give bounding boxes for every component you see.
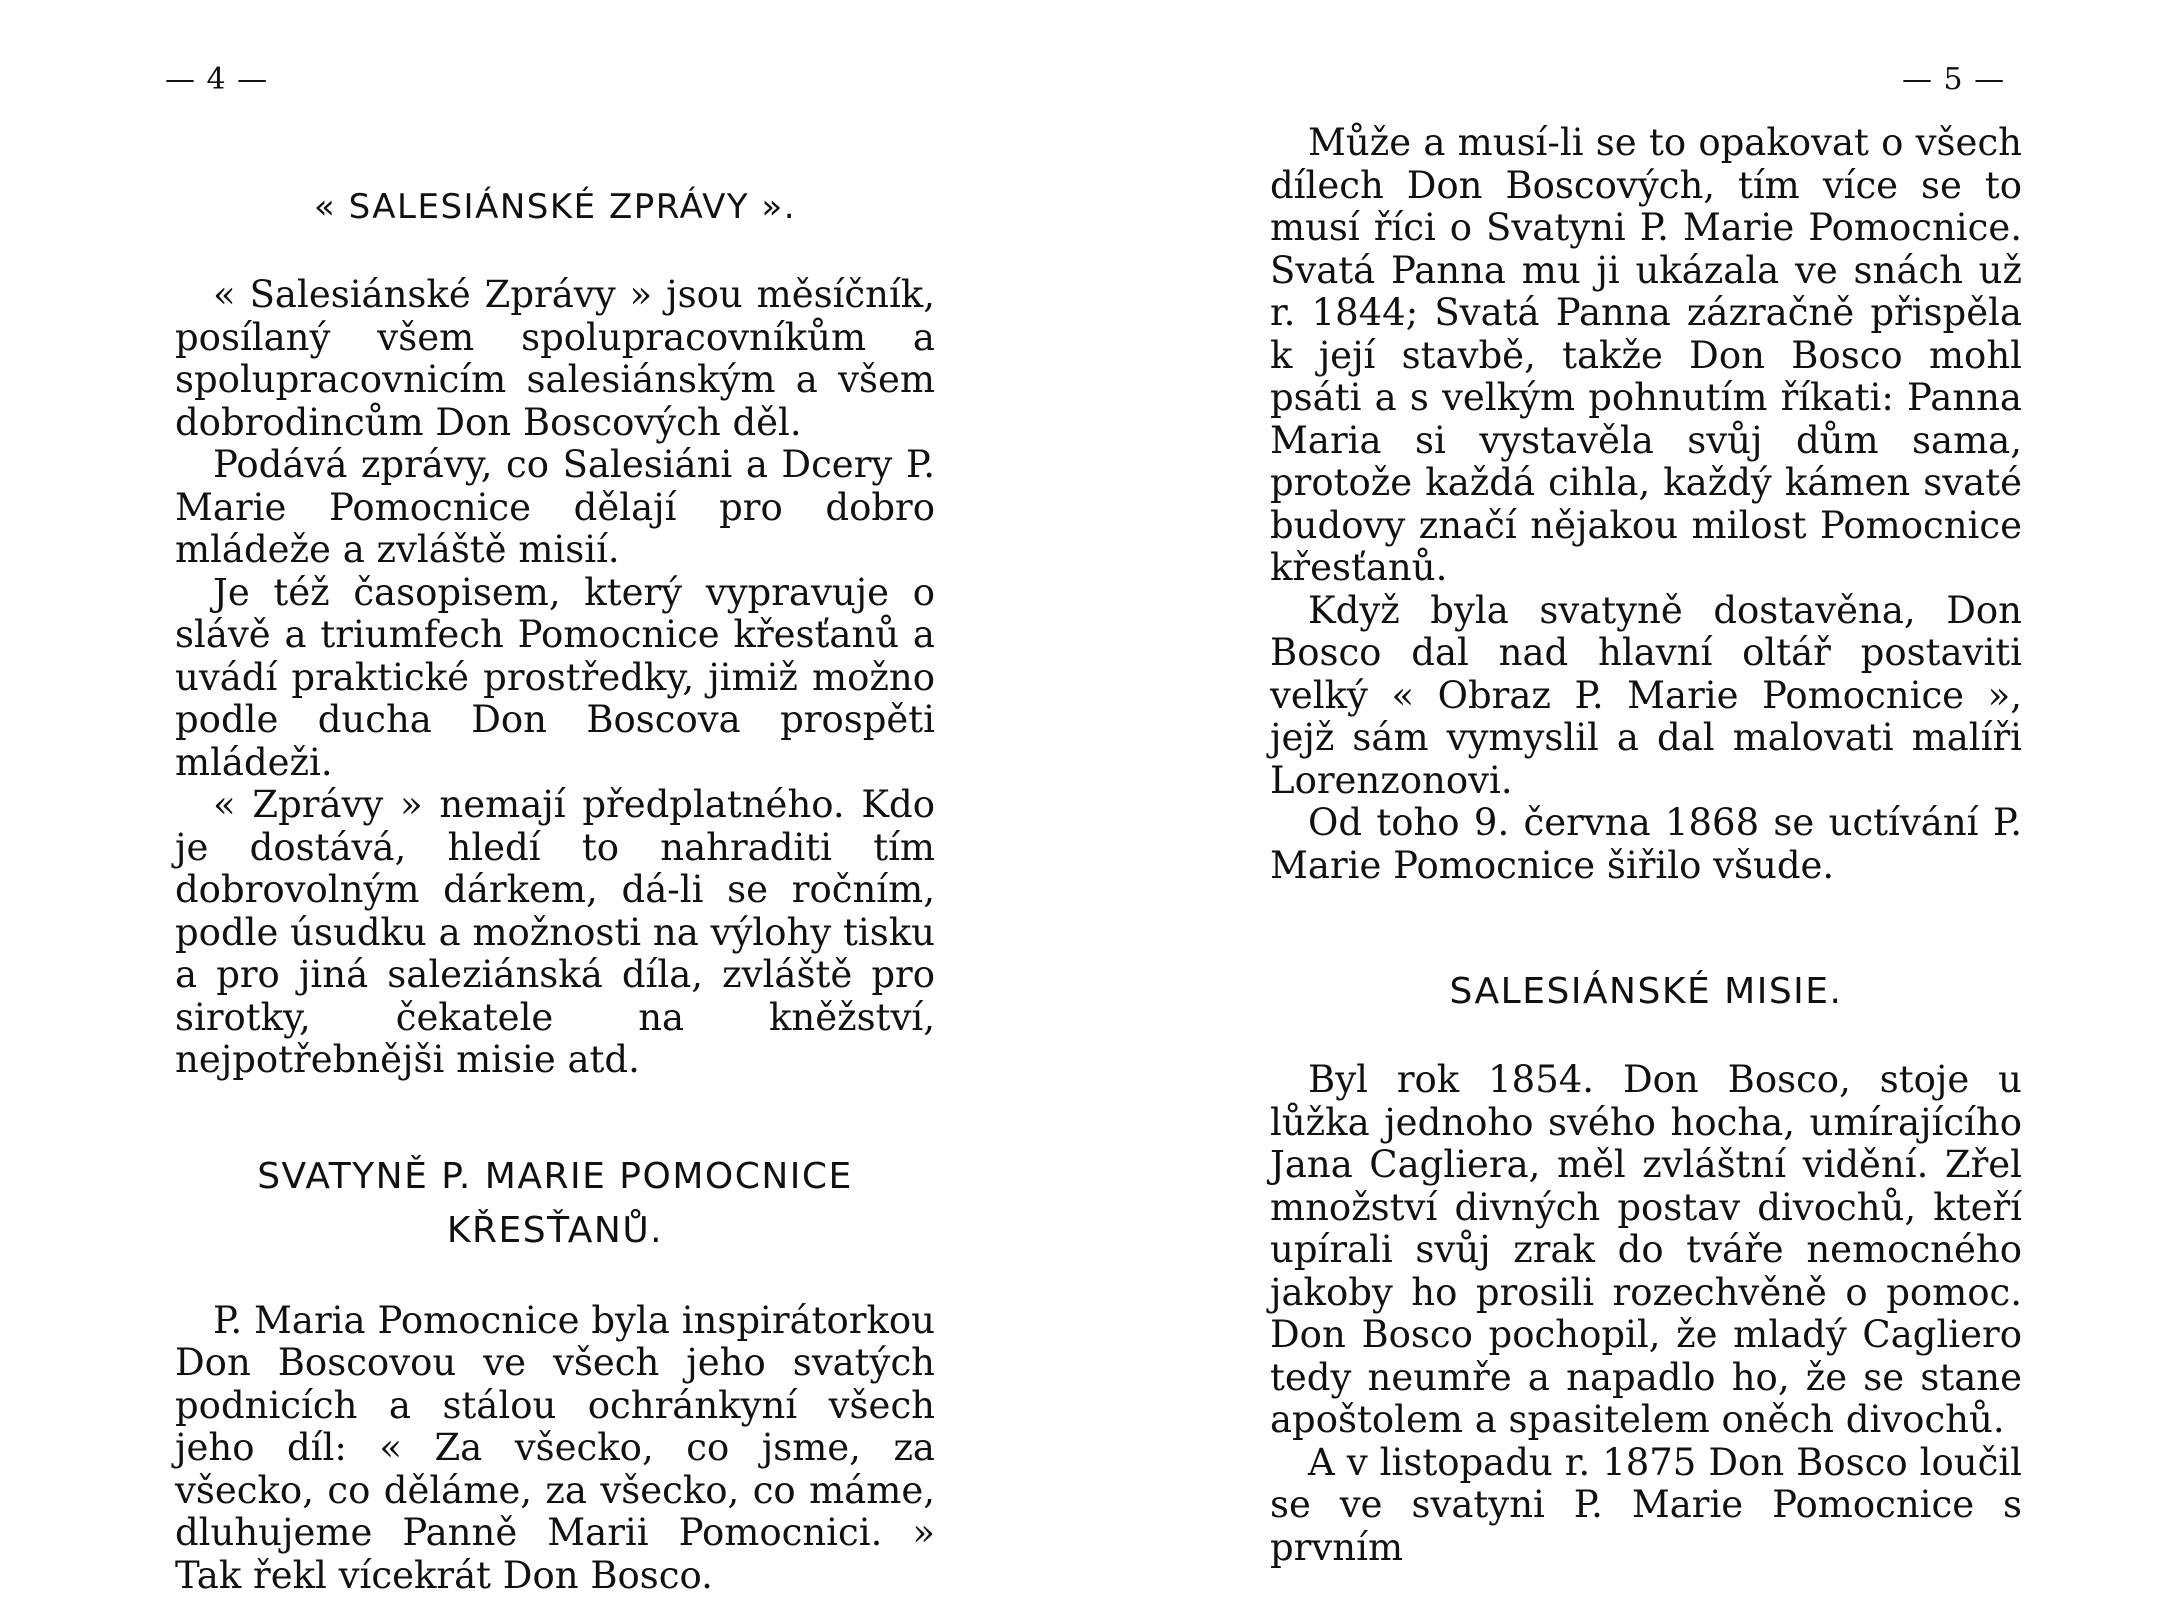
section-heading-zpravy: « SALESIÁNSKÉ ZPRÁVY ». bbox=[175, 180, 935, 234]
paragraph: Podává zprávy, co Salesiáni a Dcery P. Marie Pomocnice dělají pro dobro mládeže a zvláště misií. bbox=[175, 444, 935, 572]
paragraph: A v listopadu r. 1875 Don Bosco loučil se ve svatyni P. Marie Pomocnice s prvním bbox=[1270, 1442, 2022, 1570]
paragraph: P. Maria Pomocnice byla inspirátorkou Don Boscovou ve všech jeho svatých podnicích a stálou ochránkyní všech jeho díl: « Za všecko, co jsme, za všecko, co děláme, za všecko, co máme, dluhujeme Panně Marii Pomocnici. » Tak řekl vícekrát Don Bosco. bbox=[175, 1300, 935, 1597]
paragraph: Byl rok 1854. Don Bosco, stoje u lůžka jednoho svého hocha, umírajícího Jana Cagliera, měl zvláštní vidění. Zřel množství divných postav divochů, kteří upírali svůj zrak do tváře nemocného jakoby ho prosili rozechvěně o pomoc. Don Bosco pochopil, že mladý Cagliero tedy neumře a napadlo ho, že se stane apoštolem a spasitelem oněch divochů. bbox=[1270, 1059, 2022, 1442]
paragraph: « Salesiánské Zprávy » jsou měsíčník, posílaný všem spolupracovníkům a spolupracovnicím salesiánským a všem dobrodincům Don Boscových děl. bbox=[175, 274, 935, 444]
page-number: — 5 — bbox=[1902, 62, 2005, 97]
right-page bbox=[1088, 0, 2176, 1500]
section-heading-misie: SALESIÁNSKÉ MISIE. bbox=[1270, 965, 2022, 1019]
paragraph: Když byla svatyně dostavěna, Don Bosco dal nad hlavní oltář postaviti velký « Obraz P. Marie Pomocnice », jejž sám vymyslil a dal malovati malíři Lorenzonovi. bbox=[1270, 590, 2022, 803]
text-column bbox=[175, 180, 935, 1597]
page-number: — 4 — bbox=[165, 62, 268, 97]
section-heading-svatyne: SVATYNĚ P. MARIE POMOCNICE KŘESŤANŮ. bbox=[175, 1150, 935, 1258]
paragraph: « Zprávy » nemají předplatného. Kdo je dostává, hledí to nahraditi tím dobrovolným dárkem, dá-li se ročním, podle úsudku a možnosti na výlohy tisku a pro jiná saleziánská díla, zvláště pro sirotky, čekatele na kněžství, nejpotřebnějši misie atd. bbox=[175, 784, 935, 1082]
paragraph: Od toho 9. června 1868 se uctívání P. Marie Pomocnice šiřilo všude. bbox=[1270, 802, 2022, 887]
left-page bbox=[0, 0, 1088, 1500]
paragraph: Je též časopisem, který vypravuje o slávě a triumfech Pomocnice křesťanů a uvádí praktické prostředky, jimiž možno podle ducha Don Boscova prospěti mládeži. bbox=[175, 572, 935, 785]
paragraph: Může a musí-li se to opakovat o všech dílech Don Boscových, tím více se to musí říci o Svatyni P. Marie Pomocnice. Svatá Panna mu ji ukázala ve snách už r. 1844; Svatá Panna zázračně přispěla k její stavbě, takže Don Bosco mohl psáti a s velkým pohnutím říkati: Panna Maria si vystavěla svůj dům sama, protože každá cihla, každý kámen svaté budovy značí nějakou milost Pomocnice křesťanů. bbox=[1270, 122, 2022, 590]
text-column bbox=[1270, 122, 2022, 1569]
